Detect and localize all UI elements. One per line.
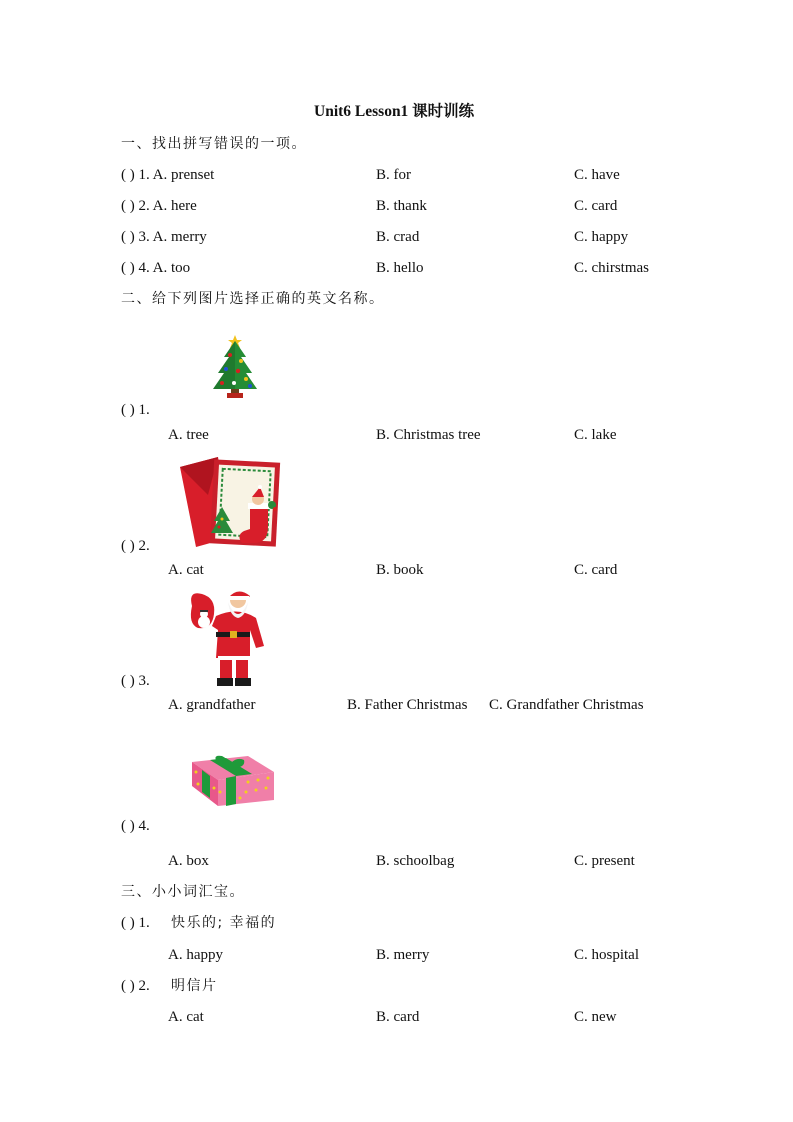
s1-q3-option-c: C. happy (574, 229, 629, 245)
s2-q3-option-a: A. grandfather (168, 697, 256, 713)
s1-q1-option-b: B. for (376, 167, 411, 183)
s2-q3-option-c: C. Grandfather Christmas (489, 697, 644, 713)
section1-heading: 一、找出拼写错误的一项。 (121, 136, 307, 152)
s3-q1-option-a: A. happy (168, 947, 223, 963)
s2-q1-option-b: B. Christmas tree (376, 427, 481, 443)
s3-q2-prompt: 明信片 (171, 978, 218, 994)
s3-q2-number: ( ) 2. (121, 978, 150, 994)
s3-q2-option-c: C. new (574, 1009, 617, 1025)
s1-q2-option-b: B. thank (376, 198, 427, 214)
s1-q4-option-b: B. hello (376, 260, 424, 276)
section3-heading: 三、小小词汇宝。 (121, 884, 245, 900)
s1-q3-option-b: B. crad (376, 229, 420, 245)
s2-q1-option-a: A. tree (168, 427, 209, 443)
s3-q2-option-a: A. cat (168, 1009, 204, 1025)
s2-q4-option-a: A. box (168, 853, 209, 869)
s2-q2-option-c: C. card (574, 562, 618, 578)
s3-q1-prompt: 快乐的; 幸福的 (171, 915, 277, 931)
s3-q1-number: ( ) 1. (121, 915, 150, 931)
s1-q3-option-a: ( ) 3. A. merry (121, 229, 207, 245)
s3-q1-option-b: B. merry (376, 947, 430, 963)
s2-q3-number: ( ) 3. (121, 673, 150, 689)
s3-q2-option-b: B. card (376, 1009, 420, 1025)
santa-claus-picture (186, 586, 270, 688)
section2-heading: 二、给下列图片选择正确的英文名称。 (121, 291, 385, 307)
gift-box-picture (188, 752, 278, 808)
s1-q2-option-c: C. card (574, 198, 618, 214)
christmas-card-picture (178, 455, 282, 549)
s2-q3-option-b: B. Father Christmas (347, 697, 468, 713)
s2-q2-option-a: A. cat (168, 562, 204, 578)
page-title: Unit6 Lesson1 课时训练 (314, 103, 475, 120)
s2-q4-option-c: C. present (574, 853, 635, 869)
s2-q2-number: ( ) 2. (121, 538, 150, 554)
christmas-tree-picture (210, 333, 260, 399)
s1-q1-option-c: C. have (574, 167, 620, 183)
s2-q1-number: ( ) 1. (121, 402, 150, 418)
s1-q4-option-a: ( ) 4. A. too (121, 260, 191, 276)
s3-q1-option-c: C. hospital (574, 947, 640, 963)
s2-q1-option-c: C. lake (574, 427, 617, 443)
s1-q1-option-a: ( ) 1. A. prenset (121, 167, 215, 183)
s1-q4-option-c: C. chirstmas (574, 260, 649, 276)
s1-q2-option-a: ( ) 2. A. here (121, 198, 197, 214)
s2-q4-number: ( ) 4. (121, 818, 150, 834)
s2-q2-option-b: B. book (376, 562, 424, 578)
s2-q4-option-b: B. schoolbag (376, 853, 455, 869)
